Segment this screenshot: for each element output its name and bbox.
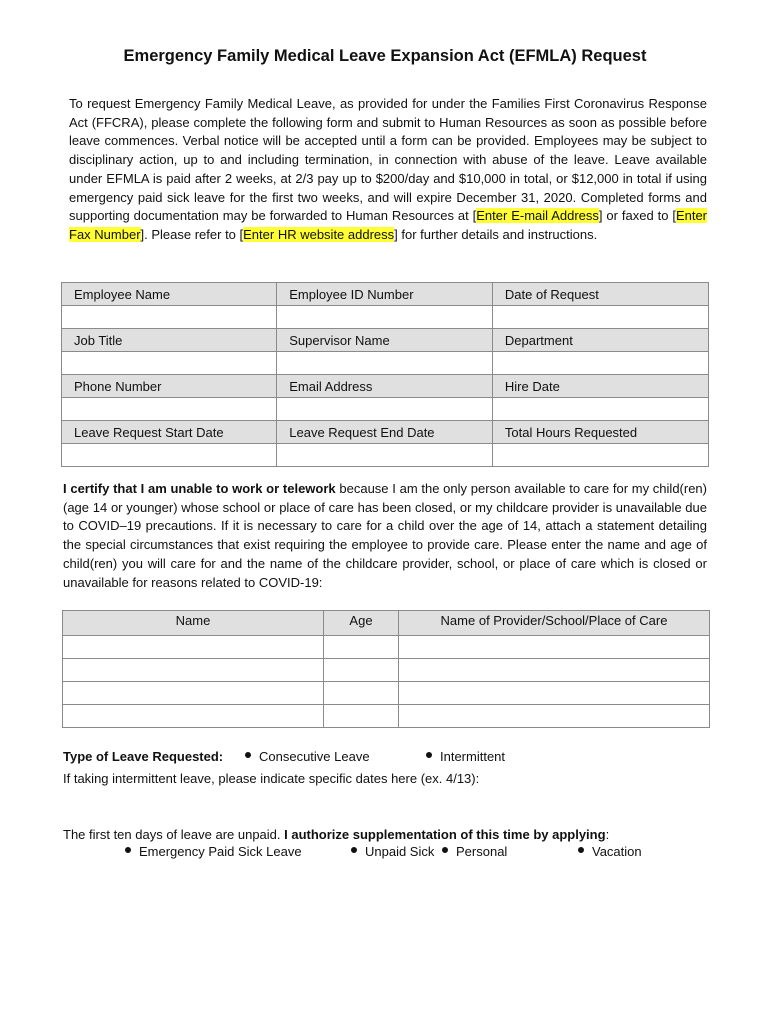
table-row xyxy=(62,375,709,398)
leave-start-date-field[interactable] xyxy=(62,444,277,467)
table-row xyxy=(62,329,709,352)
table-row xyxy=(62,398,709,421)
intro-text-3: ]. Please refer to [ xyxy=(140,226,244,242)
bullet-icon xyxy=(578,847,584,853)
hr-website-placeholder[interactable]: Enter HR website address xyxy=(243,226,395,242)
employee-info-table xyxy=(61,282,709,467)
intro-paragraph xyxy=(69,95,707,245)
supplement-line xyxy=(63,827,609,842)
table-row xyxy=(63,705,710,728)
employee-id-field[interactable] xyxy=(277,306,493,329)
table-row xyxy=(63,611,710,636)
leave-type-row xyxy=(63,749,223,764)
intro-text-2: ] or faxed to [ xyxy=(598,208,676,224)
employee-name-field[interactable] xyxy=(62,306,277,329)
child-age-field[interactable] xyxy=(324,682,399,705)
consecutive-leave-label: Consecutive Leave xyxy=(259,749,370,764)
child-name-field[interactable] xyxy=(63,659,324,682)
intro-text-4: ] for further details and instructions. xyxy=(394,226,598,242)
department-field[interactable] xyxy=(492,352,708,375)
table-row xyxy=(62,444,709,467)
child-name-header: Name xyxy=(63,611,324,636)
emergency-paid-sick-option[interactable] xyxy=(125,844,302,859)
intermittent-dates-note: If taking intermittent leave, please indicate specific dates here (ex. 4/13): xyxy=(63,771,480,786)
provider-field[interactable] xyxy=(399,659,710,682)
job-title-field[interactable] xyxy=(62,352,277,375)
employee-name-label: Employee Name xyxy=(62,283,277,306)
date-of-request-field[interactable] xyxy=(492,306,708,329)
table-row xyxy=(62,352,709,375)
unpaid-sick-option[interactable] xyxy=(351,844,434,859)
department-label: Department xyxy=(492,329,708,352)
child-name-field[interactable] xyxy=(63,705,324,728)
certification-bold: I certify that I am unable to work or telework xyxy=(63,481,336,496)
total-hours-label: Total Hours Requested xyxy=(492,421,708,444)
supplement-text: The first ten days of leave are unpaid. xyxy=(63,827,285,842)
intermittent-label: Intermittent xyxy=(440,749,506,764)
leave-end-date-label: Leave Request End Date xyxy=(277,421,493,444)
provider-field[interactable] xyxy=(399,705,710,728)
employee-id-label: Employee ID Number xyxy=(277,283,493,306)
supplement-bold: I authorize supplementation of this time by applying xyxy=(284,827,606,842)
leave-end-date-field[interactable] xyxy=(277,444,493,467)
job-title-label: Job Title xyxy=(62,329,277,352)
email-address-field[interactable] xyxy=(277,398,493,421)
child-age-field[interactable] xyxy=(324,705,399,728)
provider-field[interactable] xyxy=(399,682,710,705)
total-hours-field[interactable] xyxy=(492,444,708,467)
phone-number-field[interactable] xyxy=(62,398,277,421)
email-placeholder[interactable]: Enter E-mail Address xyxy=(476,208,599,224)
provider-field[interactable] xyxy=(399,636,710,659)
supervisor-name-field[interactable] xyxy=(277,352,493,375)
table-row xyxy=(63,659,710,682)
table-row xyxy=(62,421,709,444)
bullet-icon xyxy=(442,847,448,853)
table-row xyxy=(62,306,709,329)
certification-text: because I am the only person available to care for my child(ren) (age 14 or younger) whose school or place of care has been closed, or my childcare provider is unavailable due to COVID–19 precautions. If it is necessary to care for a child over the age of 14, attach a statement detailing the special circumstances that exist requiring the employee to provide care. Please enter the name and age of child(ren) you will care for and the name of the childcare provider, school, or place of care which is closed or unavailable for reasons related to COVID-19: xyxy=(63,481,707,590)
provider-header: Name of Provider/School/Place of Care xyxy=(399,611,710,636)
bullet-icon xyxy=(125,847,131,853)
bullet-icon xyxy=(426,752,432,758)
unpaid-sick-label: Unpaid Sick xyxy=(365,844,435,859)
children-table xyxy=(62,610,710,728)
form-title: Emergency Family Medical Leave Expansion Act (EFMLA) Request xyxy=(123,47,647,65)
child-name-field[interactable] xyxy=(63,682,324,705)
email-address-label: Email Address xyxy=(277,375,493,398)
child-age-field[interactable] xyxy=(324,659,399,682)
consecutive-leave-option[interactable] xyxy=(245,749,370,764)
intro-text-1: To request Emergency Family Medical Leave, as provided for under the Families First Coronavirus Response Act (FFCRA), please complete the following form and submit to Human Resources as soon as possible before leave commences. Verbal notice will be accepted until a form can be provided. Employees may be subject to disciplinary action, up to and including termination, in connection with abuse of the leave. Leave available under EFMLA is paid after 2 weeks, at 2/3 pay up to $200/day and $10,000 in total, or $12,000 in total if using emergency paid sick leave for the first two weeks, and will expire December 31, 2020. Completed forms and supporting documentation may be forwarded to Human Resources at [ xyxy=(69,96,707,224)
leave-start-date-label: Leave Request Start Date xyxy=(62,421,277,444)
supplement-colon: : xyxy=(605,827,610,842)
intermittent-leave-option[interactable] xyxy=(426,749,505,764)
child-name-field[interactable] xyxy=(63,636,324,659)
certification-paragraph xyxy=(63,480,707,592)
table-row xyxy=(63,636,710,659)
table-row xyxy=(62,283,709,306)
table-row xyxy=(63,682,710,705)
phone-number-label: Phone Number xyxy=(62,375,277,398)
personal-label: Personal xyxy=(456,844,508,859)
bullet-icon xyxy=(351,847,357,853)
bullet-icon xyxy=(245,752,251,758)
supervisor-name-label: Supervisor Name xyxy=(277,329,493,352)
fax-placeholder[interactable]: Enter Fax Number xyxy=(69,208,708,242)
hire-date-label: Hire Date xyxy=(492,375,708,398)
hire-date-field[interactable] xyxy=(492,398,708,421)
vacation-option[interactable] xyxy=(578,844,642,859)
personal-option[interactable] xyxy=(442,844,507,859)
date-of-request-label: Date of Request xyxy=(492,283,708,306)
vacation-label: Vacation xyxy=(592,844,642,859)
child-age-header: Age xyxy=(324,611,399,636)
leave-type-label: Type of Leave Requested: xyxy=(63,749,224,764)
emergency-paid-sick-label: Emergency Paid Sick Leave xyxy=(139,844,302,859)
child-age-field[interactable] xyxy=(324,636,399,659)
